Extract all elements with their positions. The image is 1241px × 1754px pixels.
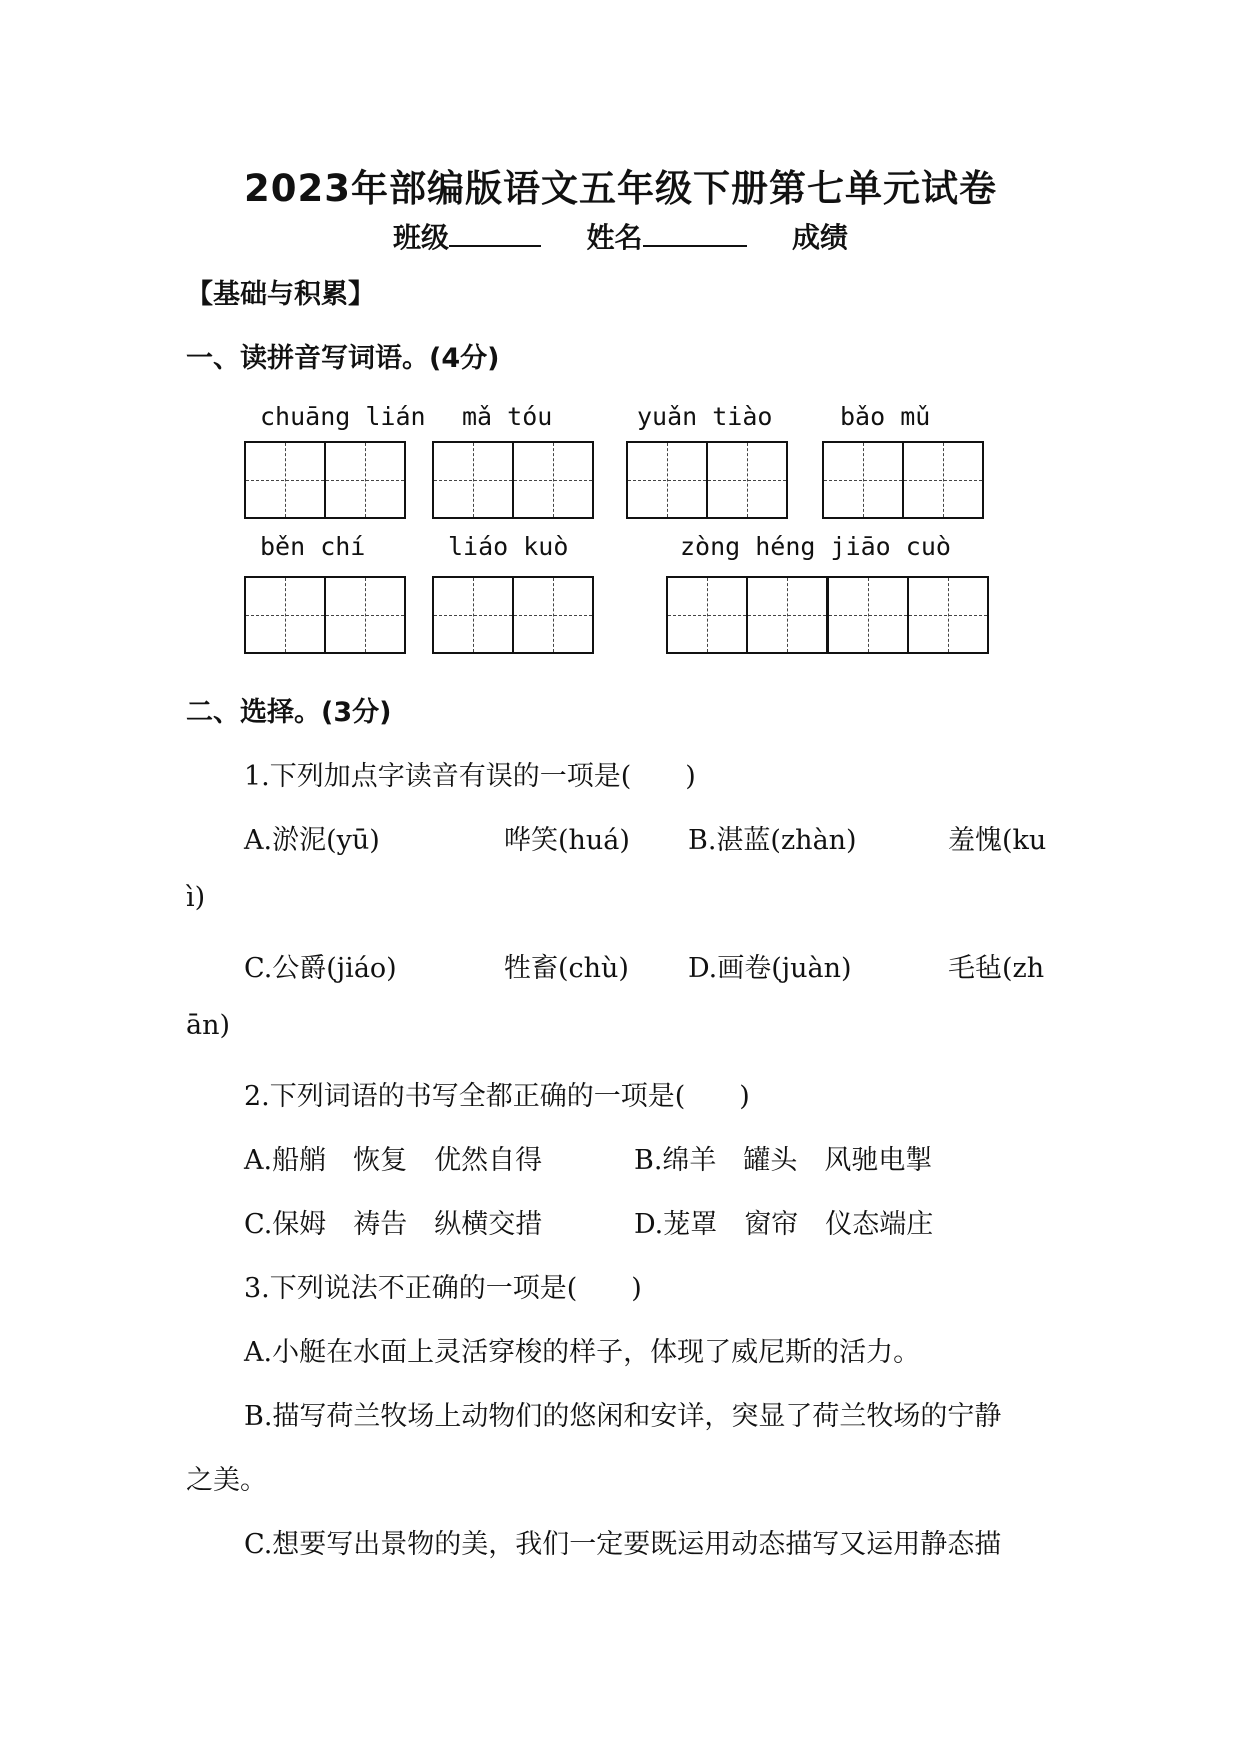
section-basic-heading: 【基础与积累】 xyxy=(186,279,375,310)
q1-option-a: A.淤泥(yū) xyxy=(244,825,380,856)
q1-option-b-wrap: ì) xyxy=(186,882,206,913)
q1-option-d-word2: 毛毡(zh xyxy=(948,953,1045,984)
part2-heading: 二、选择。(3分) xyxy=(186,697,392,728)
writing-grid-2[interactable] xyxy=(626,441,788,519)
pinyin-label: chuāng lián xyxy=(260,402,426,431)
writing-grid-2[interactable] xyxy=(244,576,406,654)
q1-option-b-word2: 羞愧(ku xyxy=(948,825,1047,856)
part1-heading: 一、读拼音写词语。(4分) xyxy=(186,343,500,374)
q1-option-c-word2: 牲畜(chù) xyxy=(504,953,629,984)
q3-option-c: C.想要写出景物的美，我们一定要既运用动态描写又运用静态描 xyxy=(244,1529,1002,1560)
writing-grid-2[interactable] xyxy=(822,441,984,519)
name-blank[interactable] xyxy=(643,221,747,247)
q1-option-c: C.公爵(jiáo) xyxy=(244,953,397,984)
pinyin-label: yuǎn tiào xyxy=(637,402,773,431)
student-info-line xyxy=(0,216,1241,256)
question-3-stem: 3.下列说法不正确的一项是( ) xyxy=(244,1273,642,1304)
question-1-stem: 1.下列加点字读音有误的一项是( ) xyxy=(244,761,696,792)
q1-option-b: B.湛蓝(zhàn) xyxy=(688,825,857,856)
writing-grid-2[interactable] xyxy=(244,441,406,519)
pinyin-label: mǎ tóu xyxy=(462,402,553,431)
name-label: 姓名 xyxy=(586,221,643,254)
writing-grid-2[interactable] xyxy=(432,441,594,519)
q2-option-b: B.绵羊 罐头 风驰电掣 xyxy=(634,1145,933,1176)
question-2-stem: 2.下列词语的书写全都正确的一项是( ) xyxy=(244,1081,750,1112)
page-title: 2023年部编版语文五年级下册第七单元试卷 xyxy=(244,167,997,210)
q3-option-b-wrap: 之美。 xyxy=(186,1465,267,1496)
writing-grid-4[interactable] xyxy=(666,576,989,654)
q3-option-b: B.描写荷兰牧场上动物们的悠闲和安详，突显了荷兰牧场的宁静 xyxy=(244,1401,1002,1432)
pinyin-label: běn chí xyxy=(260,532,366,561)
q2-option-c: C.保姆 祷告 纵横交措 xyxy=(244,1209,543,1240)
score-label: 成绩 xyxy=(792,221,849,254)
q1-option-a-word2: 哗笑(huá) xyxy=(504,825,630,856)
pinyin-label: liáo kuò xyxy=(448,532,569,561)
writing-grid-2[interactable] xyxy=(432,576,594,654)
q1-option-d: D.画卷(juàn) xyxy=(688,953,852,984)
pinyin-label: zòng héng jiāo cuò xyxy=(680,532,951,561)
class-label: 班级 xyxy=(392,221,449,254)
pinyin-label: bǎo mǔ xyxy=(840,402,931,431)
class-blank[interactable] xyxy=(449,221,541,247)
q3-option-a: A.小艇在水面上灵活穿梭的样子，体现了威尼斯的活力。 xyxy=(244,1337,921,1368)
q2-option-a: A.船艄 恢复 优然自得 xyxy=(244,1145,543,1176)
q1-option-d-wrap: ān) xyxy=(186,1010,231,1041)
q2-option-d: D.茏罩 窗帘 仪态端庄 xyxy=(634,1209,934,1240)
